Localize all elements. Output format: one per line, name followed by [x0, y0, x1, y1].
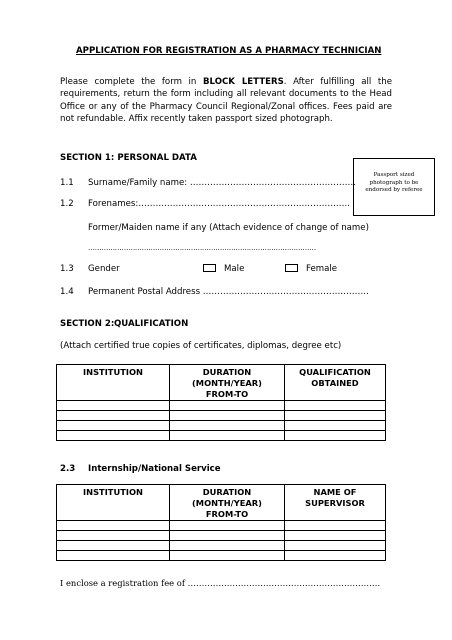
female-checkbox[interactable]	[285, 264, 298, 272]
column-header-duration: DURATION (MONTH/YEAR) FROM-TO	[170, 365, 285, 401]
table-cell[interactable]	[285, 521, 386, 531]
postal-address-field[interactable]: Permanent Postal Address ………………………………………………….	[88, 287, 369, 297]
table-cell[interactable]	[57, 411, 170, 421]
table-row	[57, 521, 386, 531]
table-cell[interactable]	[170, 521, 285, 531]
photo-box-line: photograph to be	[369, 179, 419, 186]
forenames-number: 1.2	[60, 199, 74, 209]
table-cell[interactable]	[170, 411, 285, 421]
postal-number: 1.4	[60, 287, 74, 297]
table-cell[interactable]	[57, 541, 170, 551]
table-cell[interactable]	[170, 531, 285, 541]
maiden-name-field[interactable]: …………………………………………………………………………………………	[88, 244, 316, 252]
section-1-heading: SECTION 1: PERSONAL DATA	[60, 153, 197, 163]
table-cell[interactable]	[285, 411, 386, 421]
instructions-text-2: . After fulfilling all the requirements, return the form including all relevant documents to the Head Office or any of the Pharmacy Council Regional/Zonal offices. Fees paid are not refundable. Affix recently taken passport sized photograph.	[60, 77, 392, 124]
table-cell[interactable]	[285, 531, 386, 541]
internship-number: 2.3	[60, 464, 76, 474]
gender-label: Gender	[88, 264, 120, 274]
column-header-institution: INSTITUTION	[57, 485, 170, 521]
table-cell[interactable]	[285, 551, 386, 561]
maiden-name-label: Former/Maiden name if any (Attach evidence of change of name)	[88, 223, 369, 233]
table-cell[interactable]	[285, 421, 386, 431]
instructions-bold: BLOCK LETTERS	[202, 77, 284, 87]
table-cell[interactable]	[170, 541, 285, 551]
table-cell[interactable]	[285, 541, 386, 551]
male-checkbox[interactable]	[203, 264, 216, 272]
table-cell[interactable]	[57, 421, 170, 431]
table-cell[interactable]	[285, 431, 386, 441]
female-label: Female	[306, 264, 338, 274]
column-header-supervisor: NAME OF SUPERVISOR	[285, 485, 386, 521]
qualification-note: (Attach certified true copies of certificates, diplomas, degree etc)	[60, 341, 342, 351]
instructions-text-1: Please complete the form in	[60, 77, 203, 87]
table-row	[57, 431, 386, 441]
gender-number: 1.3	[60, 264, 74, 274]
male-label: Male	[224, 264, 245, 274]
internship-table	[56, 484, 386, 561]
forenames-field[interactable]: Forenames:………………………………………………………………..	[88, 199, 350, 209]
form-title: APPLICATION FOR REGISTRATION AS A PHARMACY TECHNICIAN	[76, 46, 382, 56]
table-cell[interactable]	[170, 421, 285, 431]
instructions-paragraph	[60, 76, 392, 125]
table-cell[interactable]	[170, 401, 285, 411]
table-cell[interactable]	[57, 551, 170, 561]
registration-fee-field[interactable]: I enclose a registration fee of ……………………………………………………………	[60, 578, 381, 588]
table-cell[interactable]	[57, 401, 170, 411]
section-2-heading: QUALIFICATION	[114, 319, 189, 329]
table-cell[interactable]	[57, 531, 170, 541]
internship-heading: Internship/National Service	[88, 464, 221, 474]
table-row	[57, 421, 386, 431]
photo-box-line: endorsed by referee	[365, 187, 423, 193]
surname-number: 1.1	[60, 178, 74, 188]
column-header-qualification: QUALIFICATION OBTAINED	[285, 365, 386, 401]
qualification-table	[56, 364, 386, 441]
table-row	[57, 401, 386, 411]
column-header-duration: DURATION (MONTH/YEAR) FROM-TO	[170, 485, 285, 521]
passport-photo-box	[353, 158, 435, 216]
surname-field[interactable]: Surname/Family name: ………………………………………………….	[88, 178, 356, 188]
table-cell[interactable]	[170, 431, 285, 441]
table-row	[57, 531, 386, 541]
table-cell[interactable]	[57, 521, 170, 531]
photo-box-line: Passport sized	[373, 172, 415, 178]
section-2-heading-prefix: SECTION 2:	[60, 319, 115, 329]
table-cell[interactable]	[170, 551, 285, 561]
column-header-institution: INSTITUTION	[57, 365, 170, 401]
table-row	[57, 411, 386, 421]
table-row	[57, 551, 386, 561]
table-cell[interactable]	[57, 431, 170, 441]
table-row	[57, 541, 386, 551]
table-cell[interactable]	[285, 401, 386, 411]
